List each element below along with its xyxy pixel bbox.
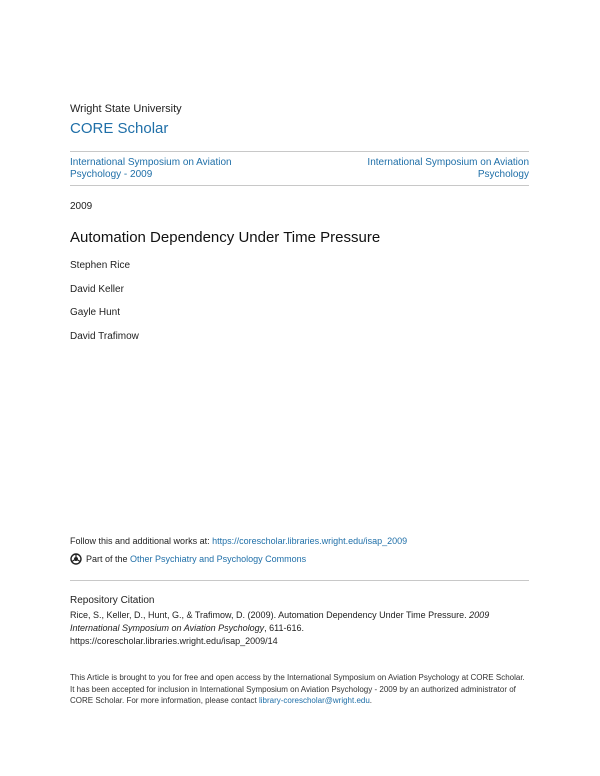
author-name: David Trafimow: [70, 331, 139, 342]
access-statement: [70, 672, 530, 707]
citation-url: https://corescholar.libraries.wright.edu/isap_2009/14: [70, 636, 278, 646]
author-name: Stephen Rice: [70, 260, 131, 271]
part-of-text: Part of the: [86, 554, 128, 564]
divider: [70, 580, 529, 581]
divider: [70, 151, 529, 152]
part-of-line: [70, 553, 306, 565]
access-end: .: [369, 696, 373, 705]
divider: [70, 185, 529, 186]
citation-pages: , 611-616.: [264, 623, 304, 633]
citation-heading: Repository Citation: [70, 595, 155, 606]
citation-authors-title: Rice, S., Keller, D., Hunt, G., & Trafimow, D. (2009). Automation Dependency Under Time Pressure.: [70, 610, 470, 620]
article-title: Automation Dependency Under Time Pressure: [70, 229, 381, 246]
commons-link[interactable]: Other Psychiatry and Psychology Commons: [130, 554, 307, 564]
repository-link[interactable]: CORE Scholar: [70, 120, 169, 137]
citation-source: 2009 International Symposium on Aviation Psychology: [70, 610, 490, 633]
author-name: David Keller: [70, 284, 124, 295]
follow-text: Follow this and additional works at:: [70, 536, 213, 546]
access-text: This Article is brought to you for free and open access by the International Symposium on Aviation Psychology at CORE Scholar. It has been accepted for inclusion in International Symposium on Aviation Psychology - 2009 by an authorized administrator of CORE Scholar. For more information, please contact: [70, 673, 525, 705]
author-name: Gayle Hunt: [70, 307, 121, 318]
contact-email-link[interactable]: library-corescholar@wright.edu: [258, 696, 370, 705]
institution-name: Wright State University: [70, 103, 182, 115]
commons-network-icon: [70, 553, 82, 565]
series-link-2009[interactable]: International Symposium on Aviation Psychology - 2009: [70, 157, 232, 180]
collection-link[interactable]: https://corescholar.libraries.wright.edu/isap_2009: [212, 536, 408, 546]
publication-year: 2009: [70, 201, 93, 212]
follow-line: [70, 536, 407, 546]
citation-text: [70, 609, 530, 648]
series-link-main[interactable]: International Symposium on Aviation Psychology: [367, 157, 529, 180]
